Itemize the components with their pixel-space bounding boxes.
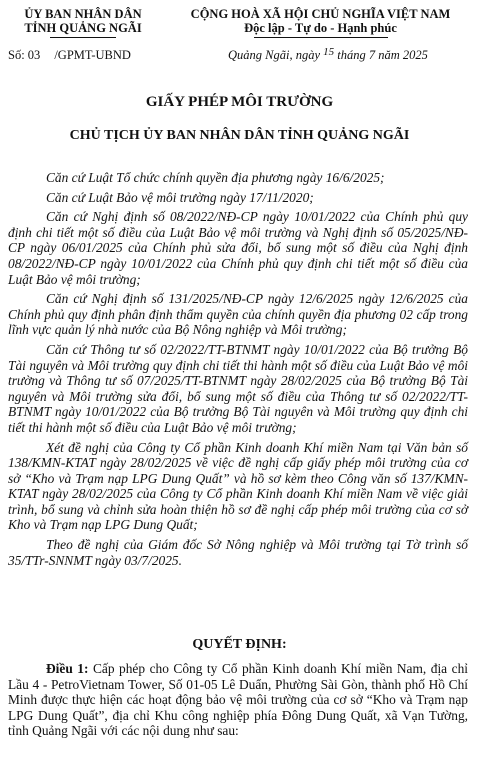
preamble: [8, 170, 468, 572]
date-prefix: Quảng Ngãi, ngày: [228, 48, 321, 62]
agency-underline: [50, 37, 116, 38]
article-1-text: Cấp phép cho Công ty Cổ phần Kinh doanh Khí miền Nam, địa chỉ Lầu 4 - PetroVietnam Tower, Số 01-05 Lê Duẩn, Phường Sài Gòn, thành phố Hồ Chí Minh được thực hiện các hoạt động bảo vệ môi trường của cơ sở “Kho và Trạm nạp LPG Dung Quất”, địa chỉ Khu công nghiệp phía Đông Dung Quất, xã Vạn Tường, tỉnh Quảng Ngãi với các nội dung như sau:: [8, 661, 468, 739]
national-motto: [168, 7, 473, 35]
date-day: 15: [323, 46, 335, 58]
preamble-decree-131: Căn cứ Nghị định số 131/2025/NĐ-CP ngày 12/6/2025 ngày 12/6/2025 của Chính phủ quy định phân định thẩm quyền của chính quyền địa phương 02 cấp trong lĩnh vực quản lý nhà nước của Bộ Nông nghiệp và Môi trường;: [8, 291, 468, 338]
motto-underline: [254, 37, 388, 38]
decision-heading: QUYẾT ĐỊNH:: [192, 637, 287, 652]
issuer-title: CHỦ TỊCH ỦY BAN NHÂN DÂN TỈNH QUẢNG NGÃI: [69, 128, 410, 143]
preamble-department-proposal: Theo đề nghị của Giám đốc Sở Nông nghiệp và Môi trường tại Tờ trình số 35/TTr-SNNMT ngày 03/7/2025.: [8, 537, 468, 568]
article-1-label: Điều 1:: [46, 661, 89, 676]
nation-line-2: Độc lập - Tự do - Hạnh phúc: [244, 21, 397, 35]
preamble-company-request: Xét đề nghị của Công ty Cổ phần Kinh doanh Khí miền Nam tại Văn bản số 138/KMN-KTAT ngày 28/02/2025 về việc đề nghị cấp giấy phép môi trường của cơ sở “Kho và Trạm nạp LPG Dung Quất” và hồ sơ kèm theo Công văn số 137/KMN-KTAT ngày 28/02/2025 của Công ty Cổ phần Kinh doanh Khí miền Nam về việc giải trình, bổ sung và chỉnh sửa hoàn thiện hồ sơ đề nghị cấp phép môi trường của cơ sở Kho và Trạm nạp LPG Dung Quất;: [8, 439, 468, 533]
document-title: GIẤY PHÉP MÔI TRƯỜNG: [145, 94, 334, 110]
document-number-label: Số: 03: [8, 48, 41, 62]
nation-line-1: CỘNG HOÀ XÃ HỘI CHỦ NGHĨA VIỆT NAM: [190, 7, 451, 21]
issue-date: [228, 48, 428, 63]
preamble-decree-08: Căn cứ Nghị định số 08/2022/NĐ-CP ngày 10/01/2022 của Chính phủ quy định chi tiết một số điều của Luật Bảo vệ môi trường và Nghị định số 05/2025/NĐ-CP ngày 06/01/2025 của Chính phủ sửa đổi, bổ sung một số điều của Nghị định 08/2022/NĐ-CP ngày 10/01/2022 của Chính phủ quy định chi tiết một số điều của Luật Bảo vệ môi trường;: [8, 209, 468, 287]
agency-line-1: ỦY BAN NHÂN DÂN: [24, 7, 142, 21]
document-number-suffix: /GPMT-UBND: [54, 48, 131, 62]
agency-line-2: TỈNH QUẢNG NGÃI: [24, 21, 142, 35]
issuing-agency: [8, 7, 158, 35]
preamble-env-law: Căn cứ Luật Bảo vệ môi trường ngày 17/11/2020;: [46, 189, 314, 205]
preamble-circular-02: Căn cứ Thông tư số 02/2022/TT-BTNMT ngày 10/01/2022 của Bộ trưởng Bộ Tài nguyên và Môi trường quy định chi tiết thi hành một số điều của Luật Bảo vệ môi trường và Thông tư số 07/2025/TT-BTNMT ngày 28/02/2025 của Bộ trưởng Bộ Tài nguyên và Môi trường sửa đổi, bổ sung một số điều của Thông tư số 02/2022/TT-BTNMT ngày 10/01/2022 của Bộ trưởng Bộ Tài nguyên và Môi trường quy định chi tiết thi hành một số điều của Luật Bảo vệ môi trường;: [8, 341, 468, 435]
preamble-local-gov-law: Căn cứ Luật Tổ chức chính quyền địa phương ngày 16/6/2025;: [46, 170, 385, 185]
document-number: [8, 48, 131, 63]
article-1: [8, 661, 468, 739]
date-suffix: tháng 7 năm 2025: [337, 48, 428, 62]
